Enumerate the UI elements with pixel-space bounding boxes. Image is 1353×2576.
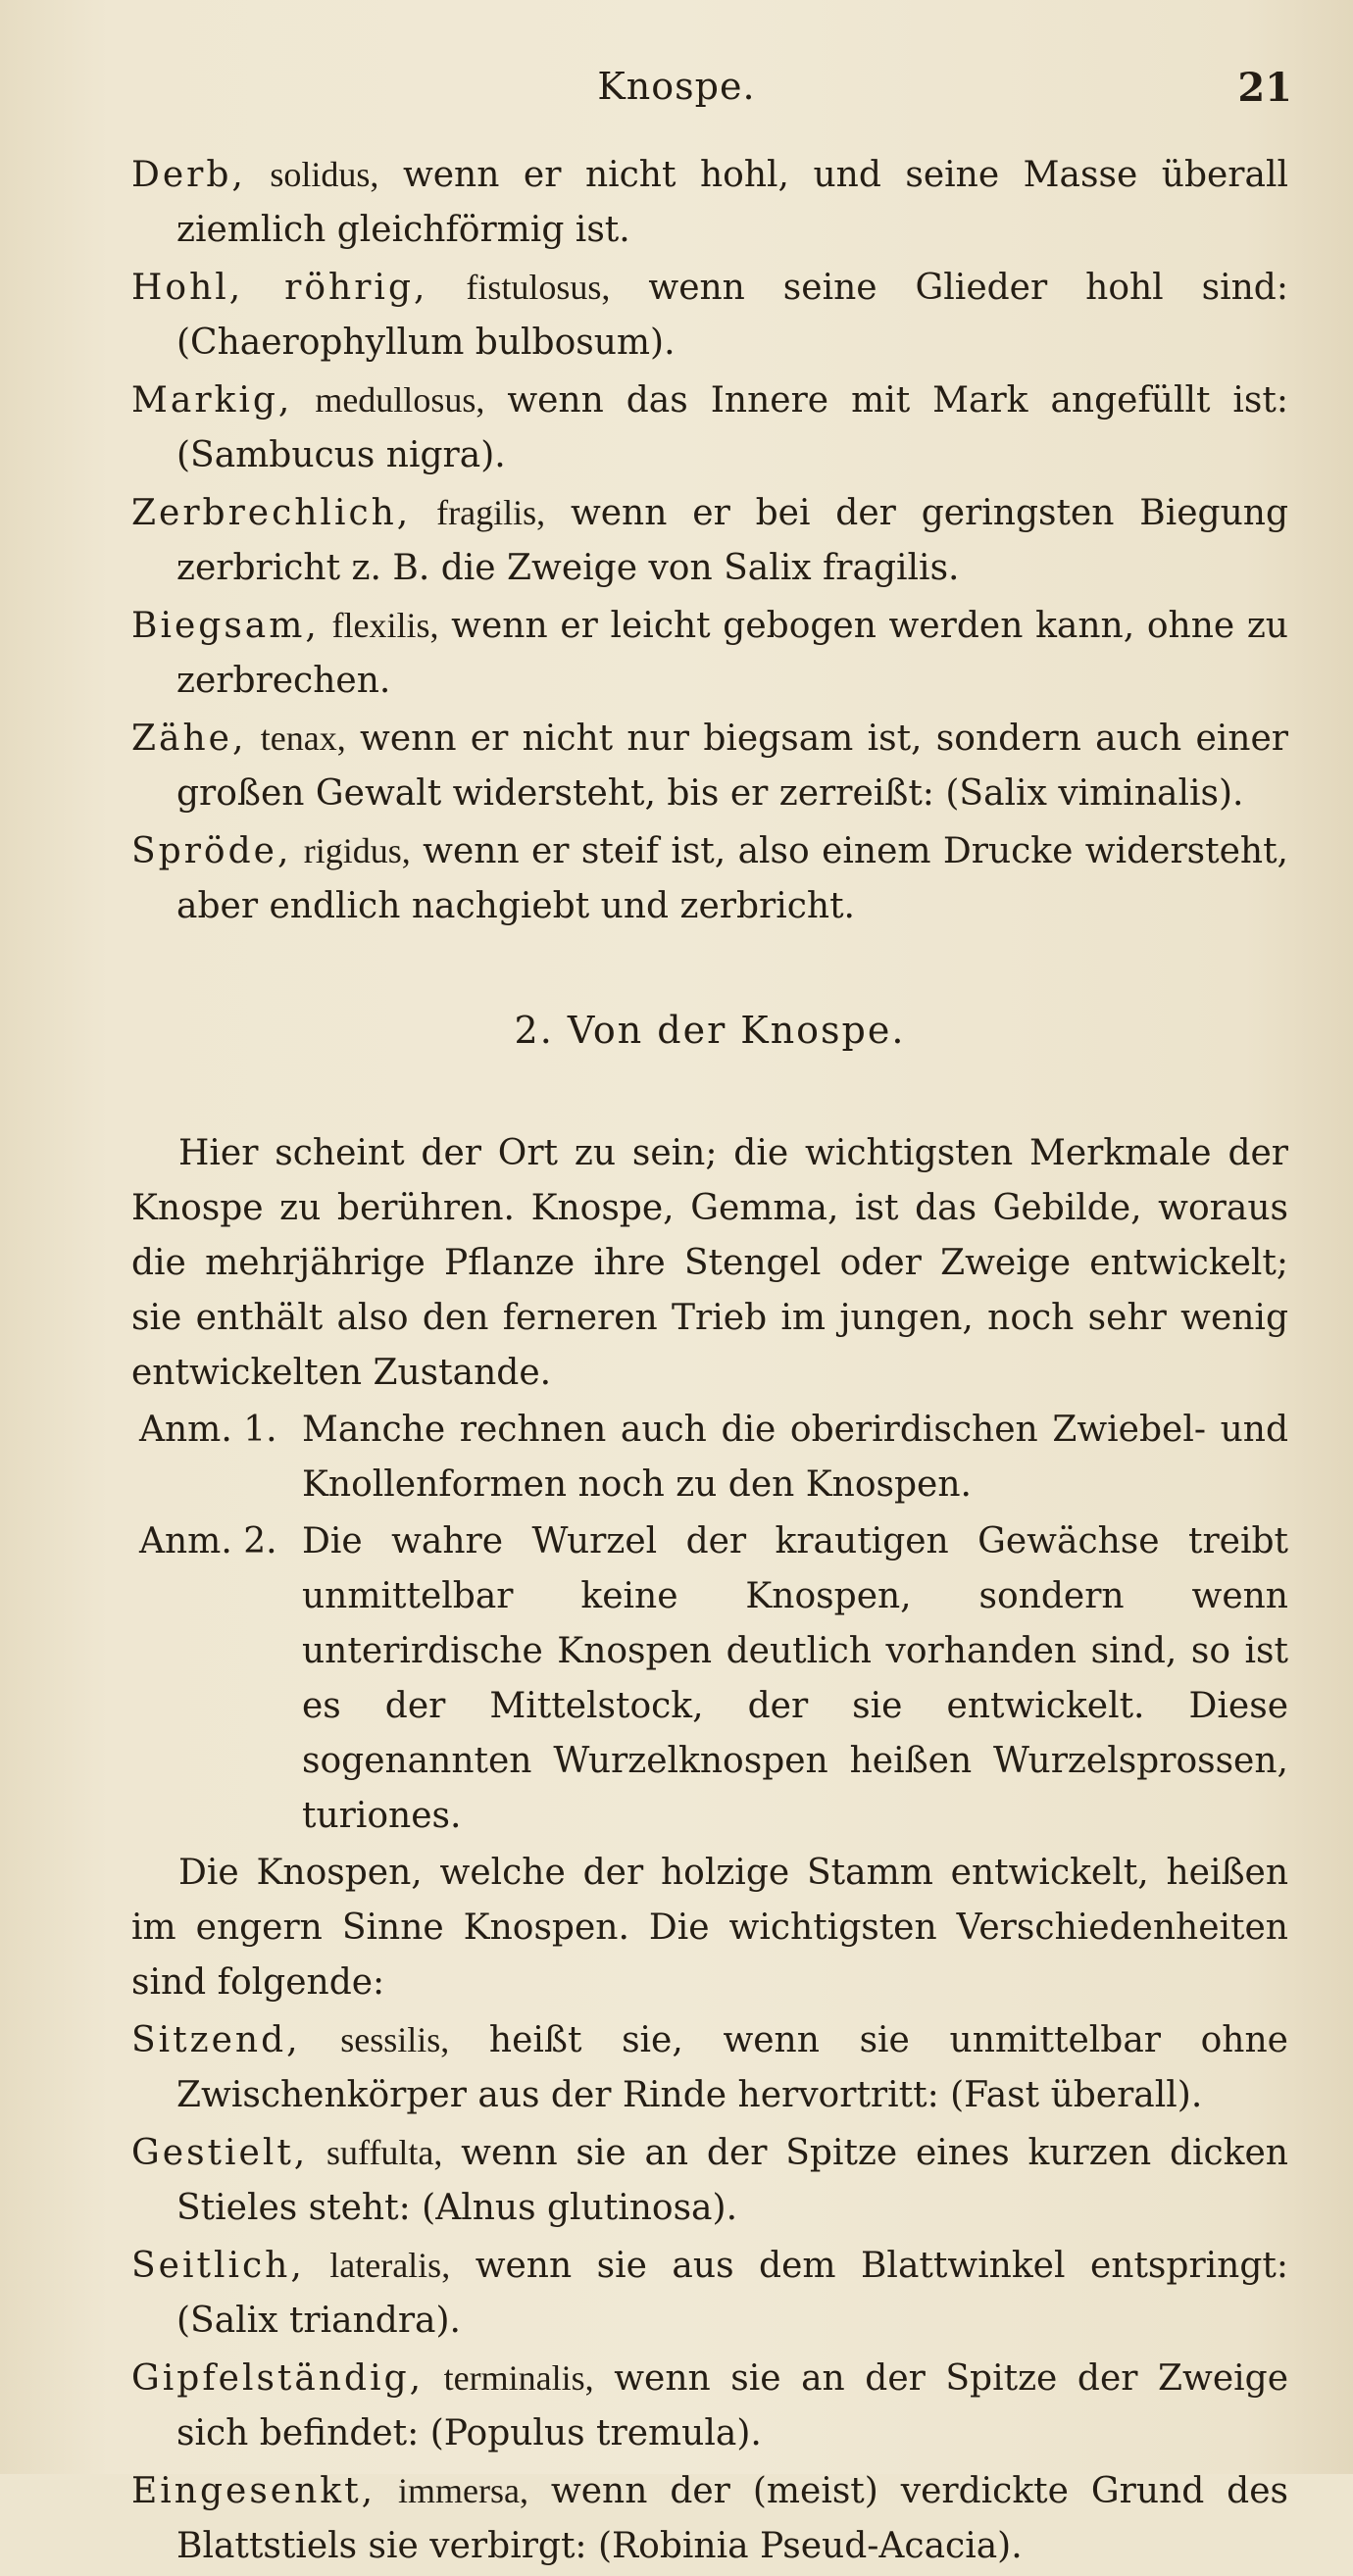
entry-eingesenkt: Eingesenkt, immersa, wenn der (meist) verdickte Grund des Blattstiels sie verbirgt: (Robinia Pseud-Acacia). — [131, 2471, 1289, 2566]
entry-gestielt: Gestielt, suffulta, wenn sie an der Spitze eines kurzen dicken Stieles steht: (Alnus glutinosa). — [131, 2133, 1288, 2228]
running-head: Knospe. — [597, 65, 756, 108]
second-paragraph: Die Knospen, welche der holzige Stamm entwickelt, heißen im engern Sinne Knospen. Die wichtigsten Verschiedenheiten sind folgende: — [131, 1853, 1288, 2003]
entry-gipfelstaendig: Gipfelständig, terminalis, wenn sie an der Spitze der Zweige sich befindet: (Populus tremula). — [131, 2358, 1288, 2453]
note-1 — [131, 1403, 1288, 1512]
note-text: Die wahre Wurzel der krautigen Gewächse treibt unmittelbar keine Knospen, sondern wenn unterirdische Knospen deutlich vorhanden sind, so ist es der Mittelstock, der sie entwickelt. Diese sogenannten Wurzelknospen heißen Wurzelsprossen, turiones. — [302, 1521, 1288, 1836]
entry-sitzend: Sitzend, sessilis, heißt sie, wenn sie unmittelbar ohne Zwischenkörper aus der Rinde hervortritt: (Fast überall). — [131, 2020, 1288, 2115]
note-text: Manche rechnen auch die oberirdischen Zwiebel- und Knollenformen noch zu den Knospen. — [302, 1410, 1288, 1505]
entry-sproede: Spröde, rigidus, wenn er steif ist, also einem Drucke widersteht, aber endlich nachgiebt und zerbricht. — [131, 831, 1289, 926]
entry-markig: Markig, medullosus, wenn das Innere mit Mark angefüllt ist: (Sambucus nigra). — [131, 380, 1288, 475]
entries-top — [131, 147, 1288, 934]
entry-seitlich: Seitlich, lateralis, wenn sie aus dem Blattwinkel entspringt: (Salix triandra). — [131, 2246, 1288, 2341]
entry-zerbrechlich: Zerbrechlich, fragilis, wenn er bei der geringsten Biegung zerbricht z. B. die Zweige von Salix fragilis. — [131, 493, 1288, 588]
page-header — [0, 65, 1353, 124]
intro-paragraph: Hier scheint der Ort zu sein; die wichtigsten Merkmale der Knospe zu berühren. Knospe, Gemma, ist das Gebilde, woraus die mehrjährige Pflanze ihre Stengel oder Zweige entwickelt; sie enthält also den ferneren Trieb im jungen, noch sehr wenig entwickelten Zustande. — [131, 1133, 1288, 1393]
entry-biegsam: Biegsam, flexilis, wenn er leicht gebogen werden kann, ohne zu zerbrechen. — [131, 606, 1288, 701]
entry-zaehe: Zähe, tenax, wenn er nicht nur biegsam ist, sondern auch einer großen Gewalt widersteht, bis er zerreißt: (Salix viminalis). — [131, 718, 1288, 814]
page-body — [131, 147, 1288, 2576]
note-label: Anm. 2. — [139, 1521, 277, 1561]
entries-bottom — [131, 2012, 1288, 2574]
note-label: Anm. 1. — [139, 1410, 277, 1450]
entry-hohl: Hohl, röhrig, fistulosus, wenn seine Glieder hohl sind: (Chaerophyllum bulbosum). — [131, 268, 1288, 363]
notes — [131, 1403, 1288, 1844]
entry-derb: Derb, solidus, wenn er nicht hohl, und seine Masse überall ziemlich gleichförmig ist. — [131, 155, 1288, 250]
section-heading: 2. Von der Knospe. — [514, 1009, 906, 1052]
note-2 — [131, 1514, 1288, 1844]
page-number: 21 — [1237, 65, 1292, 111]
